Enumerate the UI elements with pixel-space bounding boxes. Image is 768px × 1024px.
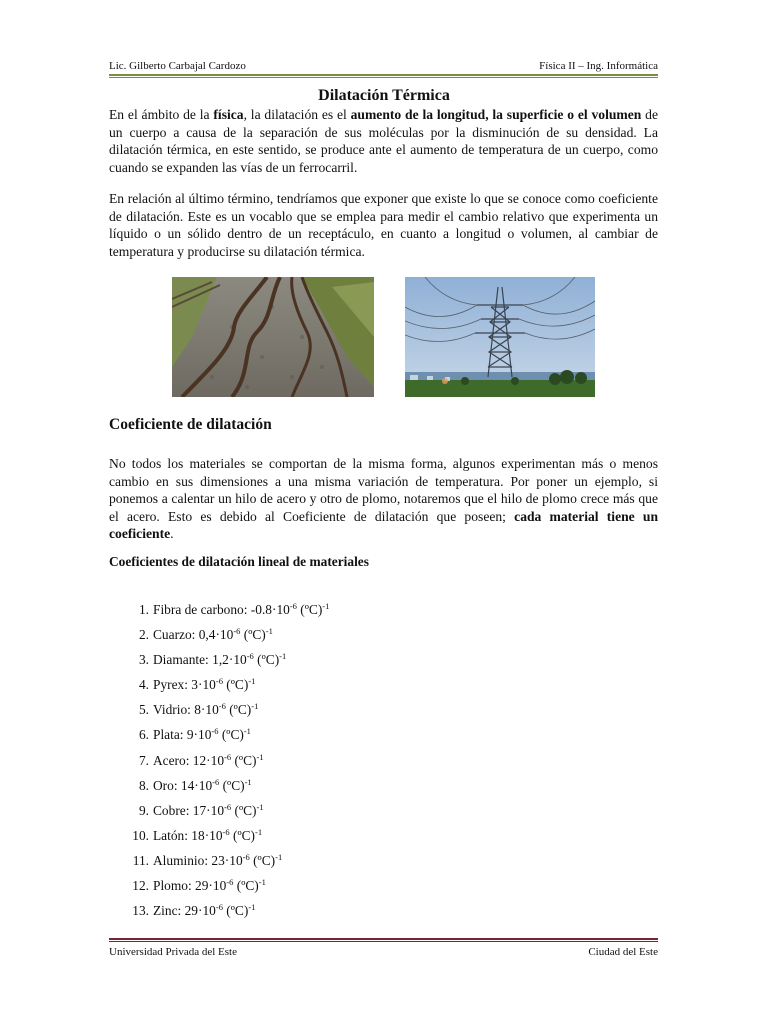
item-text: Zinc: 29·10 xyxy=(153,903,216,919)
item-unit: (ºC) xyxy=(222,903,249,919)
list-item xyxy=(109,776,329,801)
item-text: Latón: 18·10 xyxy=(153,827,223,843)
materials-list xyxy=(109,600,329,926)
item-number: 5. xyxy=(138,702,149,718)
item-text: Vidrio: 8·10 xyxy=(153,702,219,718)
list-item xyxy=(109,600,329,625)
item-exponent: -6 xyxy=(246,651,254,662)
item-exponent: -6 xyxy=(233,626,241,637)
item-number: 8. xyxy=(138,777,149,793)
page-title: Dilatación Térmica xyxy=(318,87,450,104)
materials-paragraph xyxy=(109,455,658,543)
unit-exponent: -1 xyxy=(251,701,259,712)
list-item xyxy=(109,625,329,650)
item-number: 2. xyxy=(138,627,149,643)
text-run: de un cuerpo a causa de la separación de sus moléculas por la disminución de su densidad. La dilatación térmica, en este sentido, se produce ante el aumento de temperatura de un cuerpo, como cuando se expanden las vías de un ferrocarril. xyxy=(109,107,658,175)
list-item xyxy=(109,700,329,725)
item-unit: (ºC) xyxy=(218,727,244,743)
unit-exponent: -1 xyxy=(243,726,251,737)
item-number: 13. xyxy=(132,903,149,919)
list-item xyxy=(109,826,329,851)
coefficient-paragraph: En relación al último término, tendríamos que exponer que existe lo que se conoce como coeficiente de dilatación. Este es un vocablo que se emplea para medir el cambio relativo que experimenta un líquido o un sólido dentro de un receptáculo, en cuanto a longitud o volumen, al cambiar de temperatura y producirse su dilatación térmica. xyxy=(109,191,658,259)
header-rule xyxy=(109,74,658,76)
item-unit: (ºC) xyxy=(219,777,245,793)
unit-exponent: -1 xyxy=(258,877,266,888)
list-item xyxy=(109,650,329,675)
unit-exponent: -1 xyxy=(275,851,283,862)
list-item xyxy=(109,675,329,700)
list-item xyxy=(109,901,329,926)
buckled-rails-photo xyxy=(172,277,374,397)
page-footer xyxy=(109,946,658,960)
list-item xyxy=(109,876,329,901)
list-item xyxy=(109,801,329,826)
header-rule-thin xyxy=(109,77,658,78)
unit-exponent: -1 xyxy=(255,826,263,837)
power-lines-photo xyxy=(405,277,595,397)
footer-rule xyxy=(109,938,658,940)
item-number: 4. xyxy=(138,677,149,693)
item-unit: (ºC) xyxy=(296,602,323,617)
bold-run: aumento de la longitud, la superficie o el volumen xyxy=(350,107,642,122)
text-run: No todos los materiales se comportan de la misma forma, algunos experimentan más o menos cambio en sus dimensiones a una misma variación de temperatura. Por poner un ejemplo, si ponemos a calentar un hilo de acero y otro de plomo, notaremos que el hilo de plomo crece más que el acero. Esto es debido al Coeficiente de dilatación que poseen; xyxy=(109,456,658,524)
bold-run: física xyxy=(213,107,244,122)
intro-paragraph xyxy=(109,106,658,176)
item-number: 3. xyxy=(138,652,149,668)
unit-exponent: -1 xyxy=(279,651,287,662)
list-item xyxy=(109,751,329,776)
list-item xyxy=(109,851,329,876)
list-item xyxy=(109,725,329,750)
item-number: 9. xyxy=(138,802,149,818)
unit-exponent: -1 xyxy=(265,626,273,637)
item-exponent: -6 xyxy=(222,826,230,837)
item-text: Acero: 12·10 xyxy=(153,752,225,768)
list-heading: Coeficientes de dilatación lineal de materiales xyxy=(109,554,369,569)
item-text: Plata: 9·10 xyxy=(153,727,212,743)
unit-exponent: -1 xyxy=(248,902,256,913)
item-text: Cobre: 17·10 xyxy=(153,802,225,818)
item-text: Fibra de carbono: -0.8·10 xyxy=(153,602,290,617)
text-run: En el ámbito de la xyxy=(109,107,214,122)
item-text: Pyrex: 3·10 xyxy=(153,677,216,693)
footer-city: Ciudad del Este xyxy=(588,946,658,958)
item-number: 12. xyxy=(132,878,149,894)
item-unit: (ºC) xyxy=(222,677,249,693)
item-text: Cuarzo: 0,4·10 xyxy=(153,627,234,643)
item-exponent: -6 xyxy=(211,726,219,737)
item-number: 10. xyxy=(132,827,149,843)
unit-exponent: -1 xyxy=(256,801,264,812)
item-number: 6. xyxy=(138,727,149,743)
item-unit: (ºC) xyxy=(233,878,259,894)
item-unit: (ºC) xyxy=(229,827,255,843)
item-unit: (ºC) xyxy=(249,852,276,868)
item-unit: (ºC) xyxy=(225,702,252,718)
unit-exponent: -1 xyxy=(248,676,256,687)
section-heading: Coeficiente de dilatación xyxy=(109,416,272,433)
text-run: . xyxy=(170,526,174,541)
unit-exponent: -1 xyxy=(322,601,330,611)
header-course: Física II – Ing. Informática xyxy=(539,60,658,72)
unit-exponent: -1 xyxy=(244,776,252,787)
footer-university: Universidad Privada del Este xyxy=(109,946,237,958)
item-text: Diamante: 1,2·10 xyxy=(153,652,247,668)
item-exponent: -6 xyxy=(224,751,232,762)
bold-run: cada material tiene un coeficiente xyxy=(109,508,658,541)
unit-exponent: -1 xyxy=(256,751,264,762)
item-unit: (ºC) xyxy=(231,752,257,768)
item-number: 7. xyxy=(138,752,149,768)
item-exponent: -6 xyxy=(226,877,234,888)
item-exponent: -6 xyxy=(224,801,232,812)
header-author: Lic. Gilberto Carbajal Cardozo xyxy=(109,60,246,72)
item-unit: (ºC) xyxy=(253,652,280,668)
item-exponent: -6 xyxy=(212,776,220,787)
item-number: 1. xyxy=(138,602,149,617)
item-exponent: -6 xyxy=(218,701,226,712)
item-text: Oro: 14·10 xyxy=(153,777,213,793)
item-exponent: -6 xyxy=(215,902,223,913)
item-unit: (ºC) xyxy=(240,627,266,643)
item-text: Aluminio: 23·10 xyxy=(153,852,243,868)
item-number: 11. xyxy=(132,852,149,868)
item-exponent: -6 xyxy=(289,601,297,611)
item-exponent: -6 xyxy=(242,851,250,862)
item-text: Plomo: 29·10 xyxy=(153,878,227,894)
footer-rule-thin xyxy=(109,941,658,942)
item-exponent: -6 xyxy=(215,676,223,687)
text-run: , la dilatación es el xyxy=(243,107,351,122)
item-unit: (ºC) xyxy=(231,802,257,818)
page-header xyxy=(109,60,658,74)
